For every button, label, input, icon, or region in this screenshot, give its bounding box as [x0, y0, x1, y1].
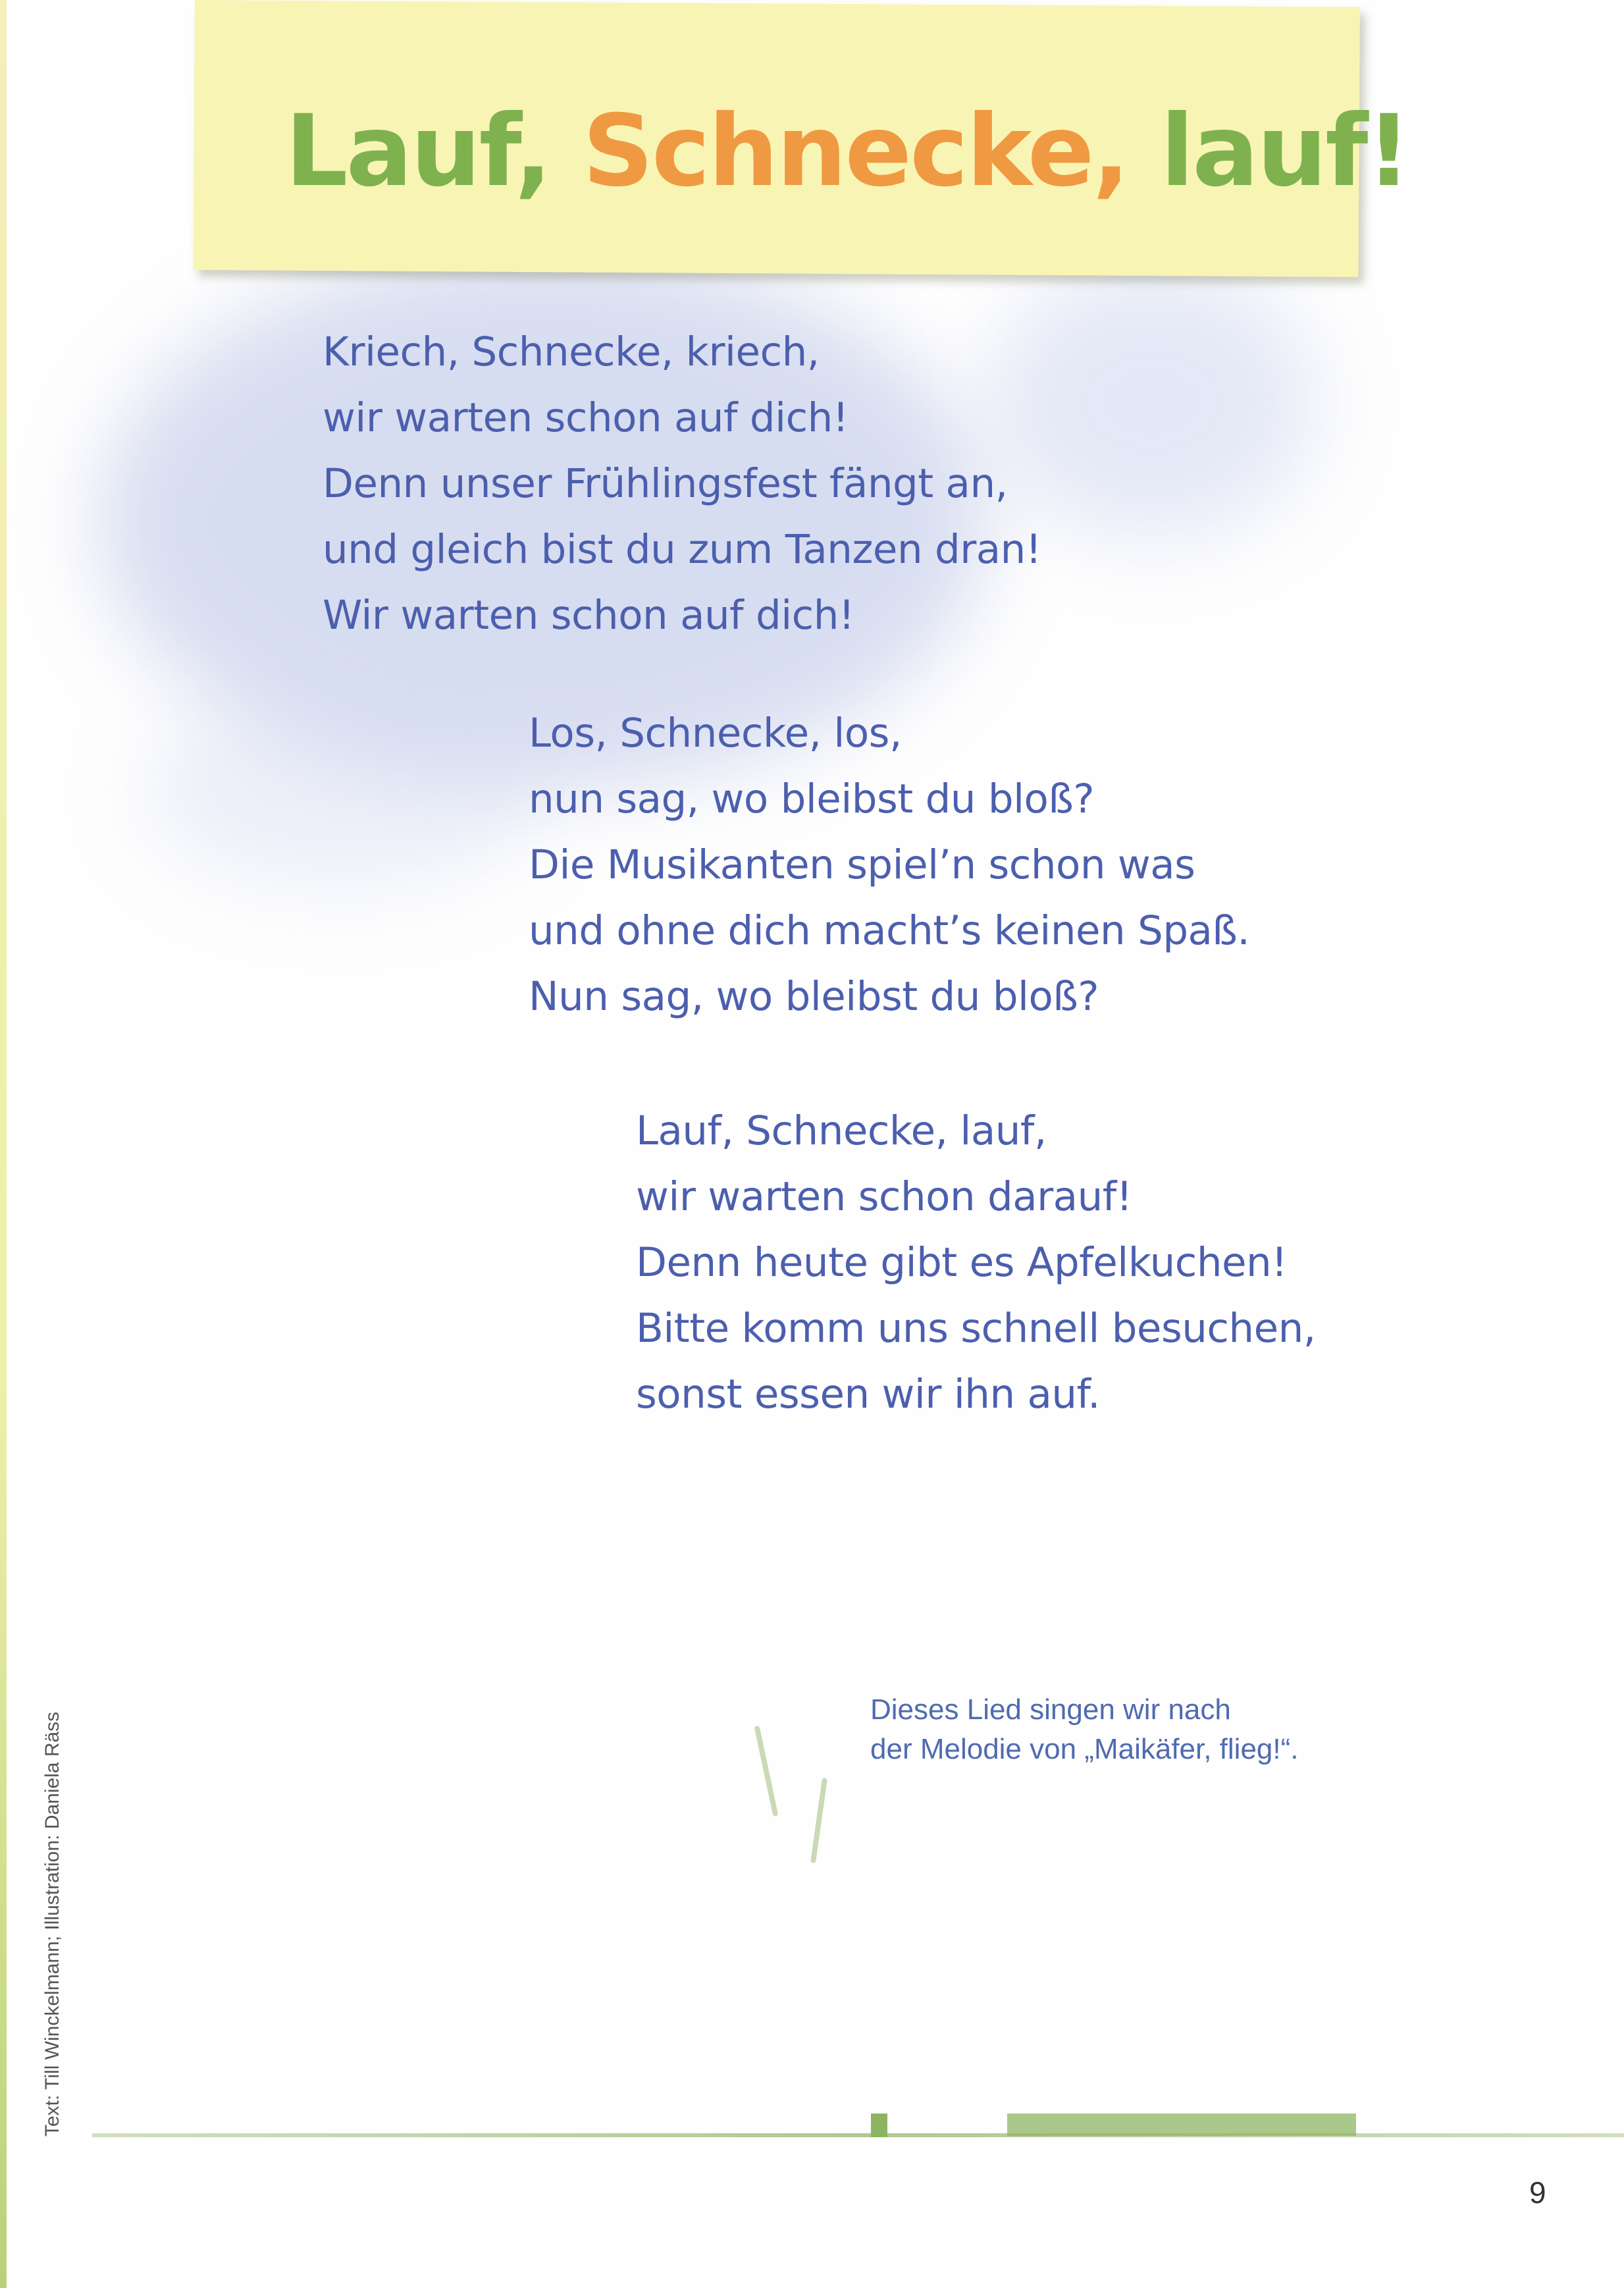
credits: Text: Till Winckelmann; Illustration: Daniela Räss [41, 1711, 63, 2137]
grass-illustration [754, 1726, 779, 1817]
verse-line: nun sag, wo bleibst du bloß? [529, 776, 1095, 822]
song-title [285, 94, 1409, 209]
verse-line: wir warten schon auf dich! [323, 394, 849, 441]
melody-note-line: Dieses Lied singen wir nach [870, 1693, 1231, 1726]
verse-line: Lauf, Schnecke, lauf, [636, 1107, 1047, 1154]
grass-illustration [871, 2114, 887, 2137]
melody-note [870, 1690, 1299, 1769]
verse-line: und ohne dich macht’s keinen Spaß. [529, 907, 1250, 954]
stanza-2 [529, 701, 1249, 1030]
verse-line: und gleich bist du zum Tanzen dran! [323, 526, 1041, 573]
verse-line: Die Musikanten spiel’n schon was [529, 841, 1195, 888]
melody-note-line: der Melodie von „Maikäfer, flieg!“. [870, 1733, 1299, 1765]
grass-ground-line [92, 2133, 1624, 2137]
verse-line: Denn unser Frühlingsfest fängt an, [323, 460, 1008, 507]
stanza-1 [323, 319, 1041, 649]
title-part-lauf: Lauf, [285, 94, 583, 209]
watercolor-wash [145, 691, 540, 889]
title-part-schnecke: Schnecke, [582, 94, 1161, 209]
grass-illustration [810, 1778, 827, 1863]
verse-line: Nun sag, wo bleibst du bloß? [529, 973, 1099, 1020]
verse-line: Los, Schnecke, los, [529, 710, 902, 757]
verse-line: wir warten schon darauf! [636, 1173, 1132, 1220]
verse-line: Wir warten schon auf dich! [323, 592, 854, 639]
verse-line: Kriech, Schnecke, kriech, [323, 329, 820, 375]
verse-line: sonst essen wir ihn auf. [636, 1371, 1100, 1418]
grass-illustration [1007, 2114, 1356, 2136]
verse-line: Denn heute gibt es Apfelkuchen! [636, 1239, 1288, 1286]
page-edge-stripe [0, 0, 7, 2288]
page-number: 9 [1529, 2175, 1546, 2210]
verse-line: Bitte komm uns schnell besuchen, [636, 1305, 1316, 1352]
stanza-3 [636, 1098, 1316, 1427]
title-part-lauf-end: lauf! [1160, 94, 1409, 209]
